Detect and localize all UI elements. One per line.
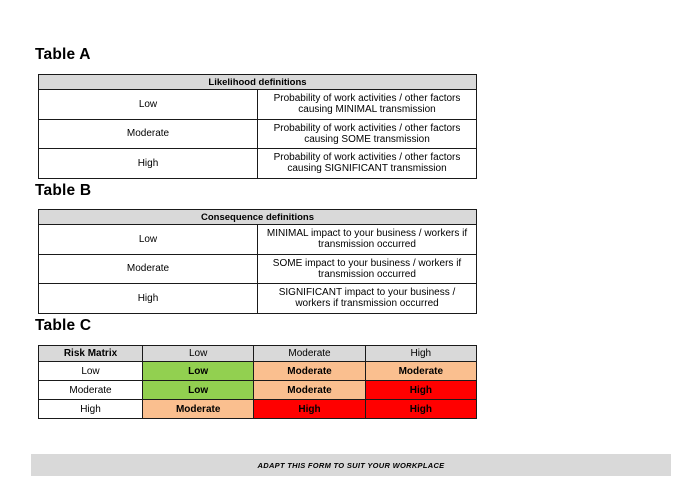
table-a-header: Likelihood definitions xyxy=(39,75,477,90)
table-b-title: Table B xyxy=(35,182,92,199)
footer-text: ADAPT THIS FORM TO SUIT YOUR WORKPLACE xyxy=(257,460,445,470)
table-row xyxy=(39,284,477,314)
risk-cell: Moderate xyxy=(365,362,476,381)
risk-matrix-column-header: Low xyxy=(143,346,254,362)
footer-bar xyxy=(31,454,671,476)
risk-cell: Moderate xyxy=(254,362,365,381)
likelihood-label: Moderate xyxy=(39,119,258,149)
risk-matrix-header-row xyxy=(39,346,477,362)
risk-cell: Moderate xyxy=(143,400,254,419)
risk-cell: Low xyxy=(143,381,254,400)
consequence-label: High xyxy=(39,284,258,314)
risk-matrix-row-label: High xyxy=(39,400,143,419)
risk-matrix-column-header: Moderate xyxy=(254,346,365,362)
table-row xyxy=(39,149,477,179)
table-row xyxy=(39,254,477,284)
consequence-definition: MINIMAL impact to your business / workers if transmission occurred xyxy=(258,225,477,255)
risk-matrix-row-label: Moderate xyxy=(39,381,143,400)
risk-cell: High xyxy=(254,400,365,419)
consequence-definition: SOME impact to your business / workers if transmission occurred xyxy=(258,254,477,284)
risk-cell: High xyxy=(365,381,476,400)
table-row xyxy=(39,90,477,120)
likelihood-definition: Probability of work activities / other factors causing MINIMAL transmission xyxy=(258,90,477,120)
likelihood-definition: Probability of work activities / other factors causing SIGNIFICANT transmission xyxy=(258,149,477,179)
risk-matrix-corner-label: Risk Matrix xyxy=(39,346,143,362)
risk-matrix-row xyxy=(39,381,477,400)
risk-cell: Low xyxy=(143,362,254,381)
table-c-title: Table C xyxy=(35,317,92,334)
table-row xyxy=(39,119,477,149)
table-a-title: Table A xyxy=(35,46,91,63)
likelihood-definitions-table xyxy=(38,74,477,179)
table-header-row xyxy=(39,210,477,225)
consequence-definition: SIGNIFICANT impact to your business / workers if transmission occurred xyxy=(258,284,477,314)
risk-matrix-column-header: High xyxy=(365,346,476,362)
risk-matrix-row xyxy=(39,400,477,419)
likelihood-label: High xyxy=(39,149,258,179)
risk-matrix-table xyxy=(38,345,477,419)
consequence-label: Low xyxy=(39,225,258,255)
consequence-definitions-table xyxy=(38,209,477,314)
table-row xyxy=(39,225,477,255)
likelihood-label: Low xyxy=(39,90,258,120)
risk-cell: High xyxy=(365,400,476,419)
table-b-header: Consequence definitions xyxy=(39,210,477,225)
risk-matrix-row-label: Low xyxy=(39,362,143,381)
likelihood-definition: Probability of work activities / other factors causing SOME transmission xyxy=(258,119,477,149)
table-header-row xyxy=(39,75,477,90)
risk-cell: Moderate xyxy=(254,381,365,400)
risk-matrix-row xyxy=(39,362,477,381)
consequence-label: Moderate xyxy=(39,254,258,284)
